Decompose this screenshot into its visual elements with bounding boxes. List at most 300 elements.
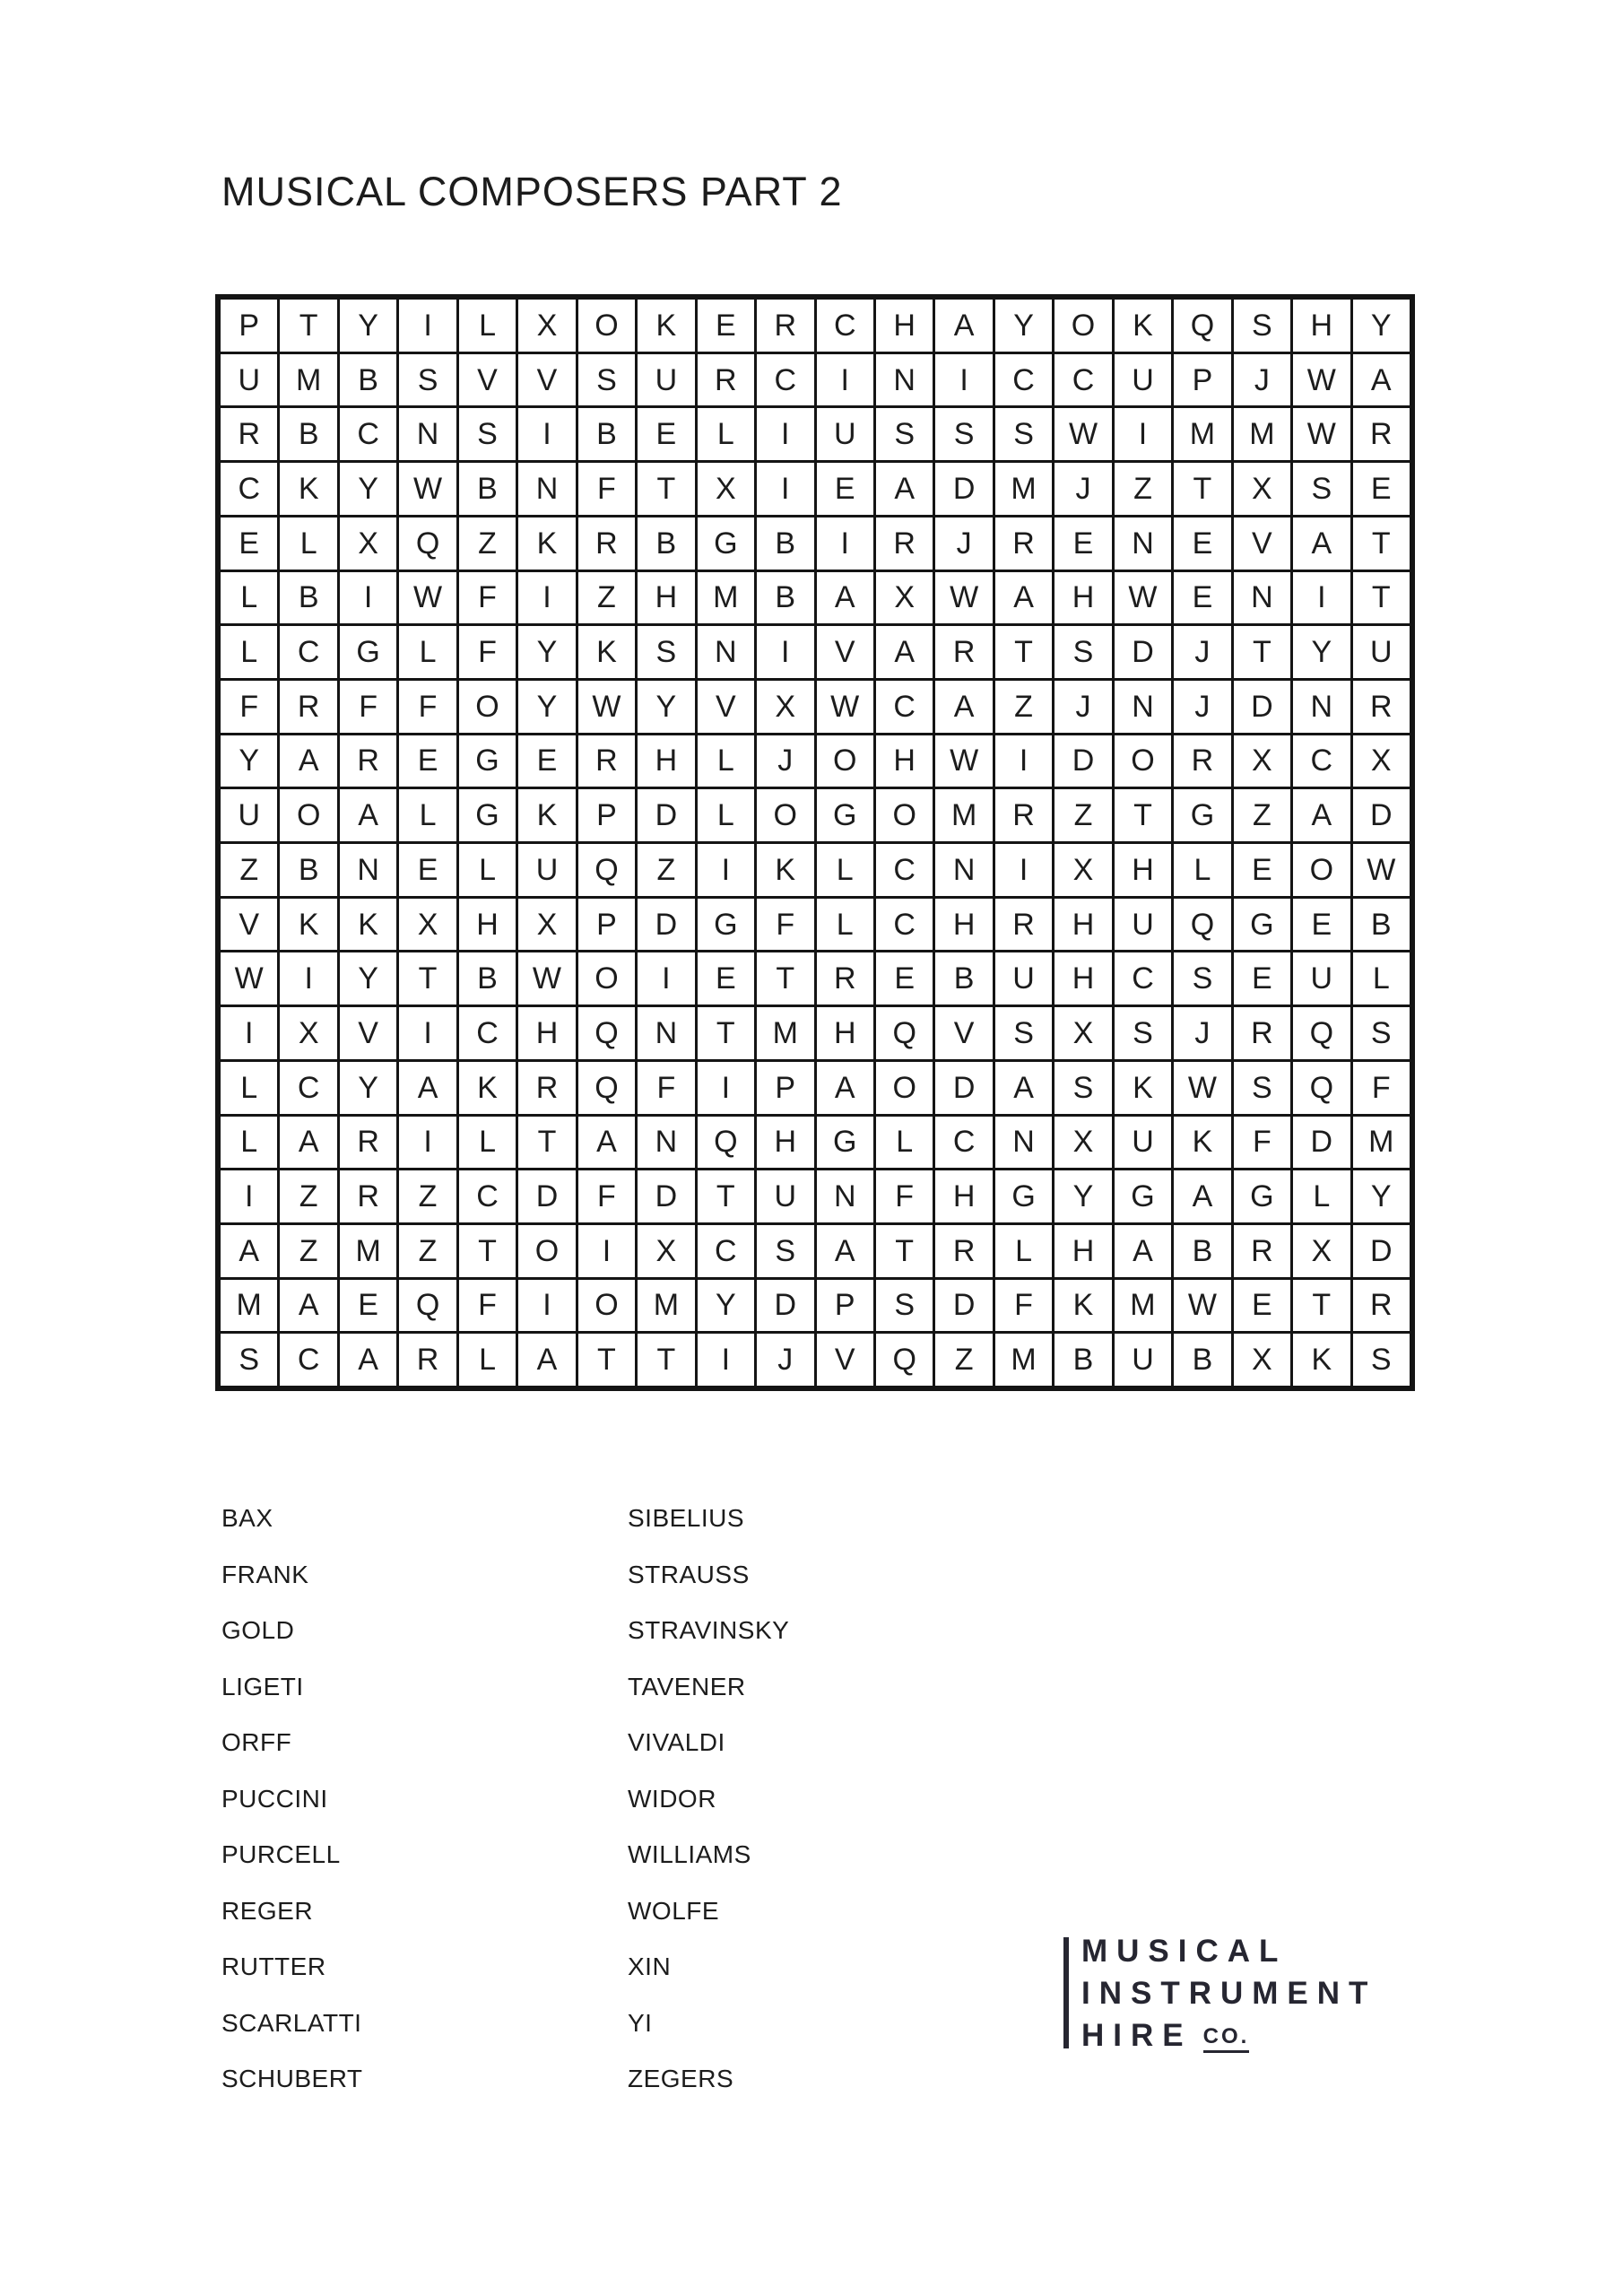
grid-cell: I: [757, 408, 813, 460]
grid-cell: B: [280, 844, 336, 896]
grid-cell: S: [1055, 1062, 1111, 1114]
grid-cell: I: [518, 408, 575, 460]
grid-cell: X: [518, 300, 575, 352]
grid-cell: H: [459, 899, 516, 951]
grid-cell: H: [1293, 300, 1350, 352]
grid-cell: L: [698, 735, 754, 787]
logo-line-instrument: INSTRUMENT: [1081, 1976, 1377, 2011]
grid-cell: L: [459, 1117, 516, 1169]
grid-cell: I: [757, 463, 813, 515]
grid-cell: H: [876, 735, 933, 787]
grid-cell: F: [221, 681, 277, 733]
grid-cell: D: [935, 1280, 992, 1332]
logo-co-label: CO.: [1203, 2026, 1250, 2053]
grid-cell: X: [1234, 1334, 1290, 1386]
grid-cell: M: [221, 1280, 277, 1332]
grid-cell: T: [698, 1170, 754, 1222]
grid-cell: Y: [1353, 1170, 1410, 1222]
grid-cell: A: [280, 735, 336, 787]
grid-cell: C: [757, 354, 813, 406]
grid-cell: U: [757, 1170, 813, 1222]
grid-cell: S: [1234, 300, 1290, 352]
grid-cell: K: [1115, 300, 1171, 352]
grid-cell: H: [1055, 1225, 1111, 1277]
grid-cell: R: [698, 354, 754, 406]
grid-cell: Y: [221, 735, 277, 787]
grid-cell: H: [638, 735, 694, 787]
grid-cell: Y: [698, 1280, 754, 1332]
grid-cell: U: [638, 354, 694, 406]
grid-cell: X: [1055, 844, 1111, 896]
grid-cell: R: [1234, 1007, 1290, 1059]
grid-cell: X: [1055, 1007, 1111, 1059]
grid-cell: A: [817, 1225, 873, 1277]
grid-cell: K: [1293, 1334, 1350, 1386]
grid-cell: M: [1353, 1117, 1410, 1169]
grid-cell: L: [221, 626, 277, 678]
grid-cell: R: [399, 1334, 456, 1386]
grid-cell: O: [757, 789, 813, 841]
grid-cell: E: [1174, 572, 1230, 624]
grid-cell: P: [578, 789, 635, 841]
grid-cell: E: [340, 1280, 396, 1332]
word-list-item: WILLIAMS: [628, 1840, 751, 1869]
grid-cell: K: [1174, 1117, 1230, 1169]
grid-cell: F: [578, 1170, 635, 1222]
grid-cell: R: [935, 626, 992, 678]
grid-cell: N: [1234, 572, 1290, 624]
grid-cell: A: [817, 1062, 873, 1114]
grid-cell: E: [1293, 899, 1350, 951]
grid-cell: S: [221, 1334, 277, 1386]
grid-cell: C: [340, 408, 396, 460]
grid-cell: Q: [1174, 300, 1230, 352]
grid-cell: H: [876, 300, 933, 352]
grid-cell: A: [518, 1334, 575, 1386]
grid-cell: R: [340, 1117, 396, 1169]
grid-cell: Y: [1353, 300, 1410, 352]
grid-cell: K: [459, 1062, 516, 1114]
grid-cell: G: [459, 789, 516, 841]
puzzle-title: MUSICAL COMPOSERS PART 2: [221, 169, 843, 214]
grid-cell: B: [1174, 1334, 1230, 1386]
grid-cell: O: [1055, 300, 1111, 352]
grid-cell: G: [698, 899, 754, 951]
grid-cell: Q: [876, 1334, 933, 1386]
grid-cell: Q: [1293, 1007, 1350, 1059]
logo-line-musical: MUSICAL: [1081, 1934, 1288, 1969]
grid-cell: C: [459, 1007, 516, 1059]
grid-cell: Z: [1055, 789, 1111, 841]
grid-cell: R: [518, 1062, 575, 1114]
grid-cell: N: [638, 1007, 694, 1059]
grid-cell: E: [698, 952, 754, 1004]
grid-cell: L: [817, 844, 873, 896]
grid-cell: X: [1293, 1225, 1350, 1277]
grid-cell: R: [995, 517, 1052, 570]
grid-cell: D: [1353, 789, 1410, 841]
logo-line-hire-co: [1081, 2014, 1376, 2057]
grid-cell: E: [221, 517, 277, 570]
grid-cell: I: [1293, 572, 1350, 624]
grid-cell: L: [221, 1062, 277, 1114]
grid-cell: V: [518, 354, 575, 406]
grid-cell: A: [1115, 1225, 1171, 1277]
grid-cell: P: [578, 899, 635, 951]
grid-cell: M: [1174, 408, 1230, 460]
word-list-item: PURCELL: [221, 1840, 341, 1869]
grid-cell: X: [340, 517, 396, 570]
grid-cell: A: [995, 572, 1052, 624]
grid-cell: W: [1174, 1280, 1230, 1332]
grid-cell: O: [578, 300, 635, 352]
grid-cell: X: [757, 681, 813, 733]
grid-cell: A: [578, 1117, 635, 1169]
grid-cell: E: [876, 952, 933, 1004]
grid-cell: A: [817, 572, 873, 624]
grid-cell: U: [1115, 354, 1171, 406]
grid-cell: R: [1353, 1280, 1410, 1332]
grid-cell: Q: [578, 1007, 635, 1059]
grid-cell: I: [817, 517, 873, 570]
grid-cell: L: [459, 1334, 516, 1386]
grid-cell: S: [1353, 1334, 1410, 1386]
word-list-item: STRAUSS: [628, 1560, 750, 1588]
grid-cell: W: [578, 681, 635, 733]
grid-cell: A: [1353, 354, 1410, 406]
logo-bar: [1063, 1937, 1069, 2048]
grid-cell: L: [1353, 952, 1410, 1004]
word-list-item: RUTTER: [221, 1952, 326, 1981]
grid-cell: O: [1293, 844, 1350, 896]
grid-cell: K: [578, 626, 635, 678]
grid-cell: V: [459, 354, 516, 406]
grid-cell: Z: [280, 1225, 336, 1277]
grid-cell: S: [1055, 626, 1111, 678]
grid-cell: T: [638, 463, 694, 515]
grid-cell: I: [221, 1007, 277, 1059]
grid-cell: Z: [578, 572, 635, 624]
grid-cell: T: [1353, 572, 1410, 624]
grid-cell: L: [459, 300, 516, 352]
grid-cell: L: [1293, 1170, 1350, 1222]
grid-cell: G: [817, 789, 873, 841]
grid-cell: Q: [399, 1280, 456, 1332]
grid-cell: T: [876, 1225, 933, 1277]
grid-cell: R: [817, 952, 873, 1004]
grid-cell: J: [1055, 681, 1111, 733]
grid-cell: B: [340, 354, 396, 406]
grid-cell: M: [1234, 408, 1290, 460]
grid-cell: Y: [518, 626, 575, 678]
grid-cell: S: [578, 354, 635, 406]
grid-cell: Y: [340, 952, 396, 1004]
grid-cell: N: [698, 626, 754, 678]
grid-cell: U: [221, 354, 277, 406]
grid-cell: I: [399, 1007, 456, 1059]
logo-text: [1081, 1930, 1376, 2057]
grid-cell: X: [698, 463, 754, 515]
grid-cell: B: [280, 572, 336, 624]
grid-cell: A: [340, 1334, 396, 1386]
grid-cell: H: [935, 899, 992, 951]
grid-cell: B: [578, 408, 635, 460]
grid-cell: T: [1293, 1280, 1350, 1332]
grid-cell: X: [1234, 735, 1290, 787]
grid-cell: I: [1115, 408, 1171, 460]
grid-cell: F: [399, 681, 456, 733]
grid-cell: J: [1174, 1007, 1230, 1059]
grid-cell: V: [221, 899, 277, 951]
grid-cell: H: [935, 1170, 992, 1222]
grid-cell: E: [698, 300, 754, 352]
grid-cell: T: [1115, 789, 1171, 841]
grid-cell: T: [578, 1334, 635, 1386]
grid-cell: E: [518, 735, 575, 787]
grid-cell: I: [638, 952, 694, 1004]
grid-cell: O: [1115, 735, 1171, 787]
grid-cell: N: [1115, 681, 1171, 733]
grid-cell: W: [1174, 1062, 1230, 1114]
grid-cell: C: [935, 1117, 992, 1169]
grid-cell: M: [1115, 1280, 1171, 1332]
grid-cell: D: [1115, 626, 1171, 678]
grid-cell: M: [698, 572, 754, 624]
grid-cell: R: [1353, 681, 1410, 733]
grid-cell: M: [935, 789, 992, 841]
grid-cell: L: [280, 517, 336, 570]
word-list-item: VIVALDI: [628, 1728, 725, 1757]
grid-cell: B: [757, 572, 813, 624]
grid-cell: B: [1174, 1225, 1230, 1277]
grid-cell: M: [757, 1007, 813, 1059]
grid-cell: N: [518, 463, 575, 515]
grid-cell: V: [698, 681, 754, 733]
grid-cell: F: [1353, 1062, 1410, 1114]
grid-cell: A: [221, 1225, 277, 1277]
grid-cell: J: [1174, 681, 1230, 733]
grid-cell: F: [340, 681, 396, 733]
grid-cell: Q: [1293, 1062, 1350, 1114]
grid-cell: Z: [638, 844, 694, 896]
grid-cell: R: [757, 300, 813, 352]
grid-cell: O: [578, 1280, 635, 1332]
grid-cell: V: [817, 626, 873, 678]
word-list-item: WIDOR: [628, 1784, 716, 1813]
grid-cell: I: [578, 1225, 635, 1277]
grid-cell: W: [1353, 844, 1410, 896]
grid-cell: M: [995, 463, 1052, 515]
grid-cell: B: [459, 463, 516, 515]
grid-cell: Z: [995, 681, 1052, 733]
grid-cell: C: [876, 681, 933, 733]
grid-cell: F: [578, 463, 635, 515]
grid-cell: D: [757, 1280, 813, 1332]
grid-cell: Y: [340, 1062, 396, 1114]
grid-cell: Z: [459, 517, 516, 570]
grid-cell: C: [995, 354, 1052, 406]
grid-cell: I: [280, 952, 336, 1004]
grid-cell: U: [1115, 1334, 1171, 1386]
grid-cell: C: [280, 1062, 336, 1114]
grid-cell: F: [757, 899, 813, 951]
grid-cell: F: [638, 1062, 694, 1114]
grid-cell: I: [399, 1117, 456, 1169]
grid-cell: R: [221, 408, 277, 460]
grid-cell: P: [1174, 354, 1230, 406]
grid-cell: L: [221, 572, 277, 624]
grid-cell: Q: [876, 1007, 933, 1059]
grid-cell: Z: [935, 1334, 992, 1386]
grid-cell: H: [638, 572, 694, 624]
grid-cell: J: [935, 517, 992, 570]
grid-cell: O: [876, 789, 933, 841]
grid-cell: R: [1353, 408, 1410, 460]
grid-cell: I: [995, 844, 1052, 896]
grid-cell: Y: [1293, 626, 1350, 678]
grid-cell: I: [518, 1280, 575, 1332]
grid-cell: I: [698, 1334, 754, 1386]
grid-cell: I: [340, 572, 396, 624]
grid-cell: J: [1174, 626, 1230, 678]
grid-cell: S: [876, 408, 933, 460]
grid-cell: A: [995, 1062, 1052, 1114]
grid-cell: G: [698, 517, 754, 570]
grid-cell: Z: [399, 1170, 456, 1222]
grid-cell: W: [399, 572, 456, 624]
grid-cell: L: [459, 844, 516, 896]
grid-cell: A: [1293, 517, 1350, 570]
grid-cell: L: [698, 408, 754, 460]
grid-cell: D: [1353, 1225, 1410, 1277]
grid-cell: A: [280, 1117, 336, 1169]
grid-cell: R: [995, 899, 1052, 951]
grid-cell: Y: [340, 300, 396, 352]
grid-cell: L: [876, 1117, 933, 1169]
grid-cell: I: [698, 844, 754, 896]
grid-cell: X: [1353, 735, 1410, 787]
grid-cell: E: [638, 408, 694, 460]
grid-cell: H: [757, 1117, 813, 1169]
grid-cell: X: [280, 1007, 336, 1059]
grid-cell: Y: [1055, 1170, 1111, 1222]
grid-cell: N: [935, 844, 992, 896]
grid-cell: K: [518, 789, 575, 841]
grid-cell: T: [638, 1334, 694, 1386]
grid-cell: H: [1055, 952, 1111, 1004]
grid-cell: B: [459, 952, 516, 1004]
grid-cell: Q: [578, 844, 635, 896]
grid-cell: N: [638, 1117, 694, 1169]
grid-cell: L: [399, 789, 456, 841]
grid-cell: A: [1174, 1170, 1230, 1222]
grid-cell: I: [817, 354, 873, 406]
grid-cell: J: [757, 1334, 813, 1386]
grid-cell: H: [817, 1007, 873, 1059]
grid-cell: O: [518, 1225, 575, 1277]
grid-cell: I: [995, 735, 1052, 787]
word-list-item: LIGETI: [221, 1672, 304, 1700]
grid-cell: Y: [518, 681, 575, 733]
word-list-item: ORFF: [221, 1728, 292, 1757]
word-list-item: TAVENER: [628, 1672, 746, 1700]
grid-cell: X: [1234, 463, 1290, 515]
word-list-item: ZEGERS: [628, 2065, 734, 2093]
word-list-item: GOLD: [221, 1616, 295, 1645]
grid-cell: M: [638, 1280, 694, 1332]
grid-cell: U: [518, 844, 575, 896]
word-list-item: BAX: [221, 1504, 273, 1533]
grid-cell: V: [817, 1334, 873, 1386]
grid-cell: N: [340, 844, 396, 896]
word-list-item: REGER: [221, 1896, 314, 1925]
grid-cell: C: [876, 899, 933, 951]
grid-cell: W: [935, 735, 992, 787]
grid-cell: A: [399, 1062, 456, 1114]
wordsearch-grid: [215, 294, 1415, 1391]
word-list-item: SIBELIUS: [628, 1504, 745, 1533]
grid-cell: N: [817, 1170, 873, 1222]
grid-cell: E: [399, 735, 456, 787]
grid-cell: S: [459, 408, 516, 460]
grid-cell: A: [876, 463, 933, 515]
grid-cell: H: [1055, 899, 1111, 951]
grid-cell: R: [340, 735, 396, 787]
grid-cell: W: [935, 572, 992, 624]
grid-cell: T: [459, 1225, 516, 1277]
grid-cell: C: [280, 1334, 336, 1386]
grid-cell: L: [221, 1117, 277, 1169]
grid-cell: J: [757, 735, 813, 787]
grid-cell: A: [280, 1280, 336, 1332]
grid-cell: W: [1055, 408, 1111, 460]
grid-cell: W: [399, 463, 456, 515]
grid-cell: R: [578, 517, 635, 570]
grid-cell: Q: [698, 1117, 754, 1169]
grid-cell: K: [518, 517, 575, 570]
grid-cell: T: [698, 1007, 754, 1059]
grid-cell: X: [876, 572, 933, 624]
grid-cell: G: [1174, 789, 1230, 841]
grid-cell: P: [221, 300, 277, 352]
grid-cell: U: [817, 408, 873, 460]
word-column-right: [628, 1491, 1004, 2108]
word-list-item: WOLFE: [628, 1896, 720, 1925]
grid-cell: B: [757, 517, 813, 570]
grid-cell: S: [935, 408, 992, 460]
grid-cell: I: [935, 354, 992, 406]
grid-cell: D: [638, 1170, 694, 1222]
grid-cell: R: [995, 789, 1052, 841]
grid-cell: F: [459, 626, 516, 678]
word-list-item: SCARLATTI: [221, 2008, 362, 2037]
grid-cell: H: [1115, 844, 1171, 896]
grid-cell: S: [995, 408, 1052, 460]
grid-cell: Z: [1115, 463, 1171, 515]
grid-cell: Q: [578, 1062, 635, 1114]
grid-cell: M: [280, 354, 336, 406]
grid-cell: L: [1174, 844, 1230, 896]
grid-cell: W: [1293, 408, 1350, 460]
grid-cell: T: [995, 626, 1052, 678]
grid-cell: K: [340, 899, 396, 951]
grid-cell: B: [1055, 1334, 1111, 1386]
grid-cell: S: [638, 626, 694, 678]
grid-cell: C: [221, 463, 277, 515]
grid-cell: R: [876, 517, 933, 570]
grid-cell: Q: [399, 517, 456, 570]
grid-cell: E: [1234, 1280, 1290, 1332]
